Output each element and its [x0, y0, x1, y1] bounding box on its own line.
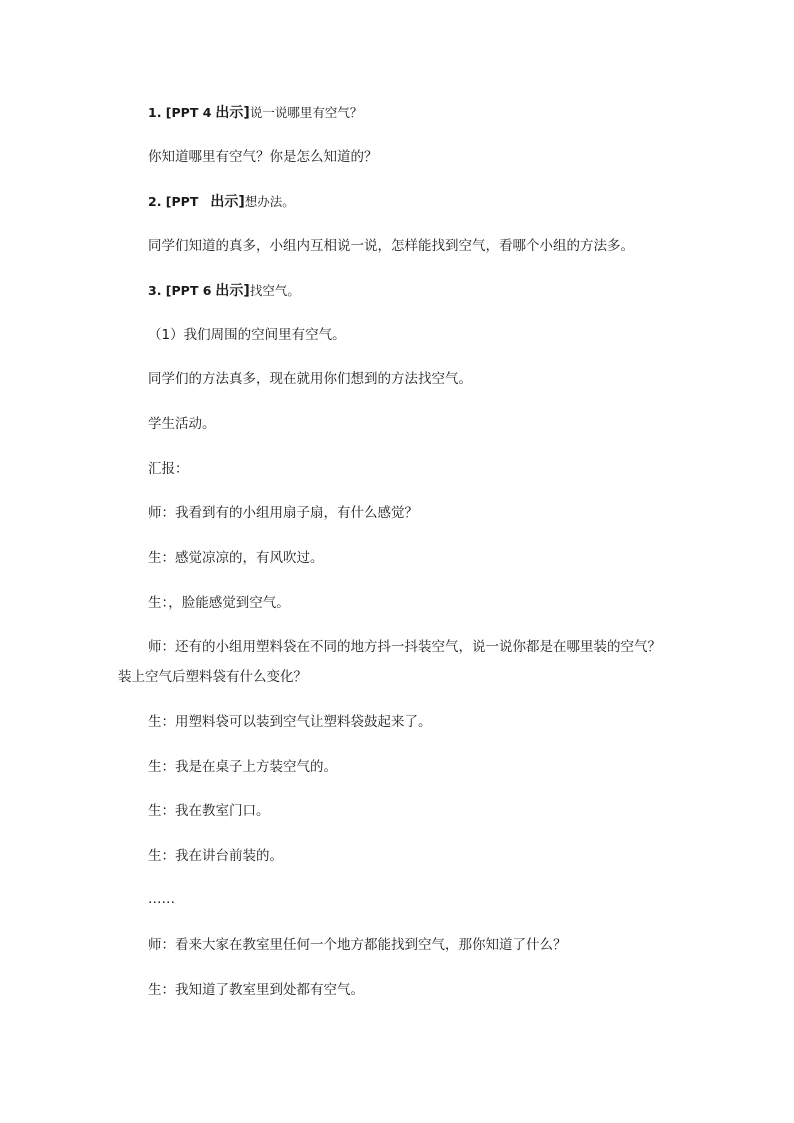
- step-1-heading: [148, 104, 362, 122]
- dialogue-line: 师：还有的小组用塑料袋在不同的地方抖一抖装空气，说一说你都是在哪里装的空气？: [148, 639, 661, 655]
- dialogue-line: 师：我看到有的小组用扇子扇，有什么感觉？: [148, 505, 418, 521]
- paragraph-line: 汇报：: [148, 461, 189, 477]
- dialogue-line: 师：看来大家在教室里任何一个地方都能找到空气，那你知道了什么？: [148, 937, 567, 953]
- step-2-number: 2. [PPT: [148, 194, 199, 209]
- dialogue-line: 生：我在讲台前装的。: [148, 848, 283, 864]
- step-3-number: 3. [PPT 6: [148, 283, 212, 298]
- step-2-tag: 出示]: [210, 194, 245, 210]
- step-1-number: 1. [PPT 4: [148, 105, 212, 120]
- paragraph-line: 你知道哪里有空气？你是怎么知道的？: [148, 149, 378, 165]
- step-3-tag: 出示]: [215, 283, 250, 299]
- step-3-heading: [148, 282, 300, 300]
- dialogue-line: 生：感觉凉凉的，有风吹过。: [148, 550, 324, 566]
- paragraph-line: 同学们的方法真多，现在就用你们想到的方法找空气。: [148, 371, 472, 387]
- paragraph-line: 同学们知道的真多，小组内互相说一说，怎样能找到空气，看哪个小组的方法多。: [148, 238, 634, 254]
- step-1-text: 说一说哪里有空气？: [249, 105, 363, 120]
- ellipsis-line: ……: [148, 891, 175, 907]
- dialogue-line-continuation: 装上空气后塑料袋有什么变化？: [118, 669, 307, 685]
- step-2-heading: [148, 193, 295, 211]
- dialogue-line: 生：用塑料袋可以装到空气让塑料袋鼓起来了。: [148, 714, 432, 730]
- step-3-text: 找空气。: [249, 283, 300, 298]
- step-2-text: 想办法。: [244, 194, 295, 209]
- dialogue-line: 生：我是在桌子上方装空气的。: [148, 759, 337, 775]
- paragraph-line: 学生活动。: [148, 416, 216, 432]
- step-1-tag: 出示]: [215, 105, 250, 121]
- dialogue-line: 生：，脸能感觉到空气。: [148, 595, 290, 611]
- dialogue-line: 生：我在教室门口。: [148, 803, 270, 819]
- subsection-heading: （1）我们周围的空间里有空气。: [148, 327, 346, 343]
- dialogue-line: 生：我知道了教室里到处都有空气。: [148, 982, 364, 998]
